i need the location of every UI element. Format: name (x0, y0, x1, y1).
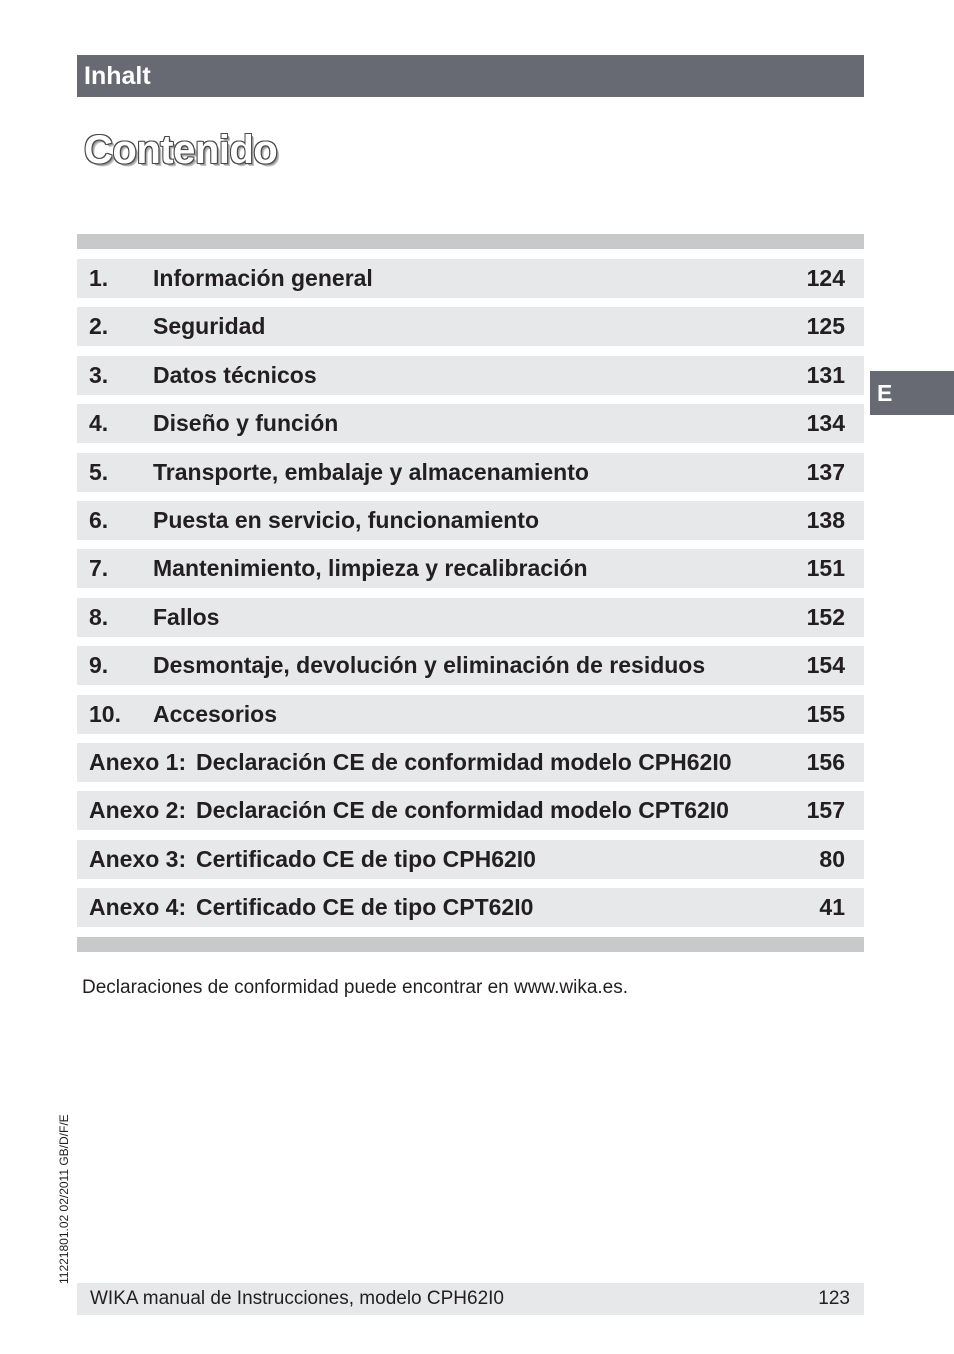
toc-row[interactable] (77, 356, 864, 395)
toc-title: Desmontaje, devolución y eliminación de residuos (153, 652, 706, 679)
annex-label: Anexo 2: (89, 797, 187, 824)
toc-title: Puesta en servicio, funcionamiento (153, 506, 539, 533)
toc-row[interactable] (77, 695, 864, 734)
toc-bottom-rule (77, 937, 864, 952)
toc-top-rule (77, 234, 864, 249)
toc-number: 10. (89, 700, 121, 727)
toc-number: 9. (89, 652, 109, 679)
document-code: 11221801.02 02/2011 GB/D/F/E (57, 1114, 71, 1284)
annex-title: Certificado CE de tipo CPH62I0 (196, 845, 536, 872)
toc-row[interactable] (77, 646, 864, 685)
toc-page: 151 (806, 555, 845, 582)
toc-page: 131 (806, 361, 845, 388)
toc-page: 157 (806, 797, 845, 824)
toc-title: Transporte, embalaje y almacenamiento (153, 458, 589, 485)
toc-title: Mantenimiento, limpieza y recalibración (153, 555, 588, 582)
toc-title: Fallos (153, 603, 220, 630)
toc-row[interactable] (77, 598, 864, 637)
toc-title: Información general (153, 265, 373, 291)
toc-row[interactable] (77, 501, 864, 540)
language-tab-label: E (877, 380, 893, 406)
toc-number: 5. (89, 458, 109, 485)
toc-row[interactable] (77, 453, 864, 492)
toc-title: Datos técnicos (153, 361, 317, 388)
toc-page: 125 (806, 313, 845, 340)
annex-title: Certificado CE de tipo CPT62I0 (196, 894, 534, 921)
toc-annex-row[interactable] (77, 743, 864, 782)
footer-text: WIKA manual de Instrucciones, modelo CPH62I0 (90, 1288, 504, 1309)
toc-page: 156 (806, 748, 845, 775)
toc-page: 134 (806, 410, 845, 437)
toc-page: 80 (819, 845, 845, 872)
toc-title: Diseño y función (153, 410, 339, 437)
toc-page: 155 (806, 700, 845, 727)
toc-number: 4. (89, 410, 109, 437)
toc-title: Accesorios (153, 700, 278, 727)
toc-page: 152 (806, 603, 845, 630)
toc-page: 124 (806, 265, 845, 291)
language-tab[interactable] (870, 371, 954, 415)
annex-label: Anexo 4: (89, 894, 187, 921)
page-footer (77, 1283, 864, 1315)
page-title: Contenido (84, 128, 278, 172)
toc-page: 154 (806, 652, 845, 679)
annex-label: Anexo 1: (89, 748, 187, 775)
toc-annex-row[interactable] (77, 888, 864, 927)
toc-page: 137 (806, 458, 845, 485)
toc-number: 6. (89, 506, 109, 533)
toc-annex-row[interactable] (77, 791, 864, 830)
toc-annex-row[interactable] (77, 840, 864, 879)
toc-number: 1. (89, 265, 109, 291)
toc-title: Seguridad (153, 313, 266, 340)
toc-number: 2. (89, 313, 109, 340)
table-of-contents (77, 259, 864, 936)
page-number: 123 (818, 1288, 850, 1309)
toc-row[interactable] (77, 404, 864, 443)
toc-row[interactable] (77, 259, 864, 298)
toc-row[interactable] (77, 307, 864, 346)
toc-number: 3. (89, 361, 109, 388)
section-header (77, 55, 864, 97)
toc-number: 7. (89, 555, 109, 582)
section-header-label: Inhalt (84, 62, 151, 90)
conformity-note: Declaraciones de conformidad puede encontrar en www.wika.es. (82, 977, 629, 998)
toc-page: 41 (819, 894, 845, 921)
toc-number: 8. (89, 603, 109, 630)
annex-label: Anexo 3: (89, 845, 187, 872)
annex-title: Declaración CE de conformidad modelo CPT62I0 (196, 797, 729, 824)
toc-row[interactable] (77, 549, 864, 588)
toc-page: 138 (806, 506, 845, 533)
annex-title: Declaración CE de conformidad modelo CPH62I0 (196, 748, 732, 775)
